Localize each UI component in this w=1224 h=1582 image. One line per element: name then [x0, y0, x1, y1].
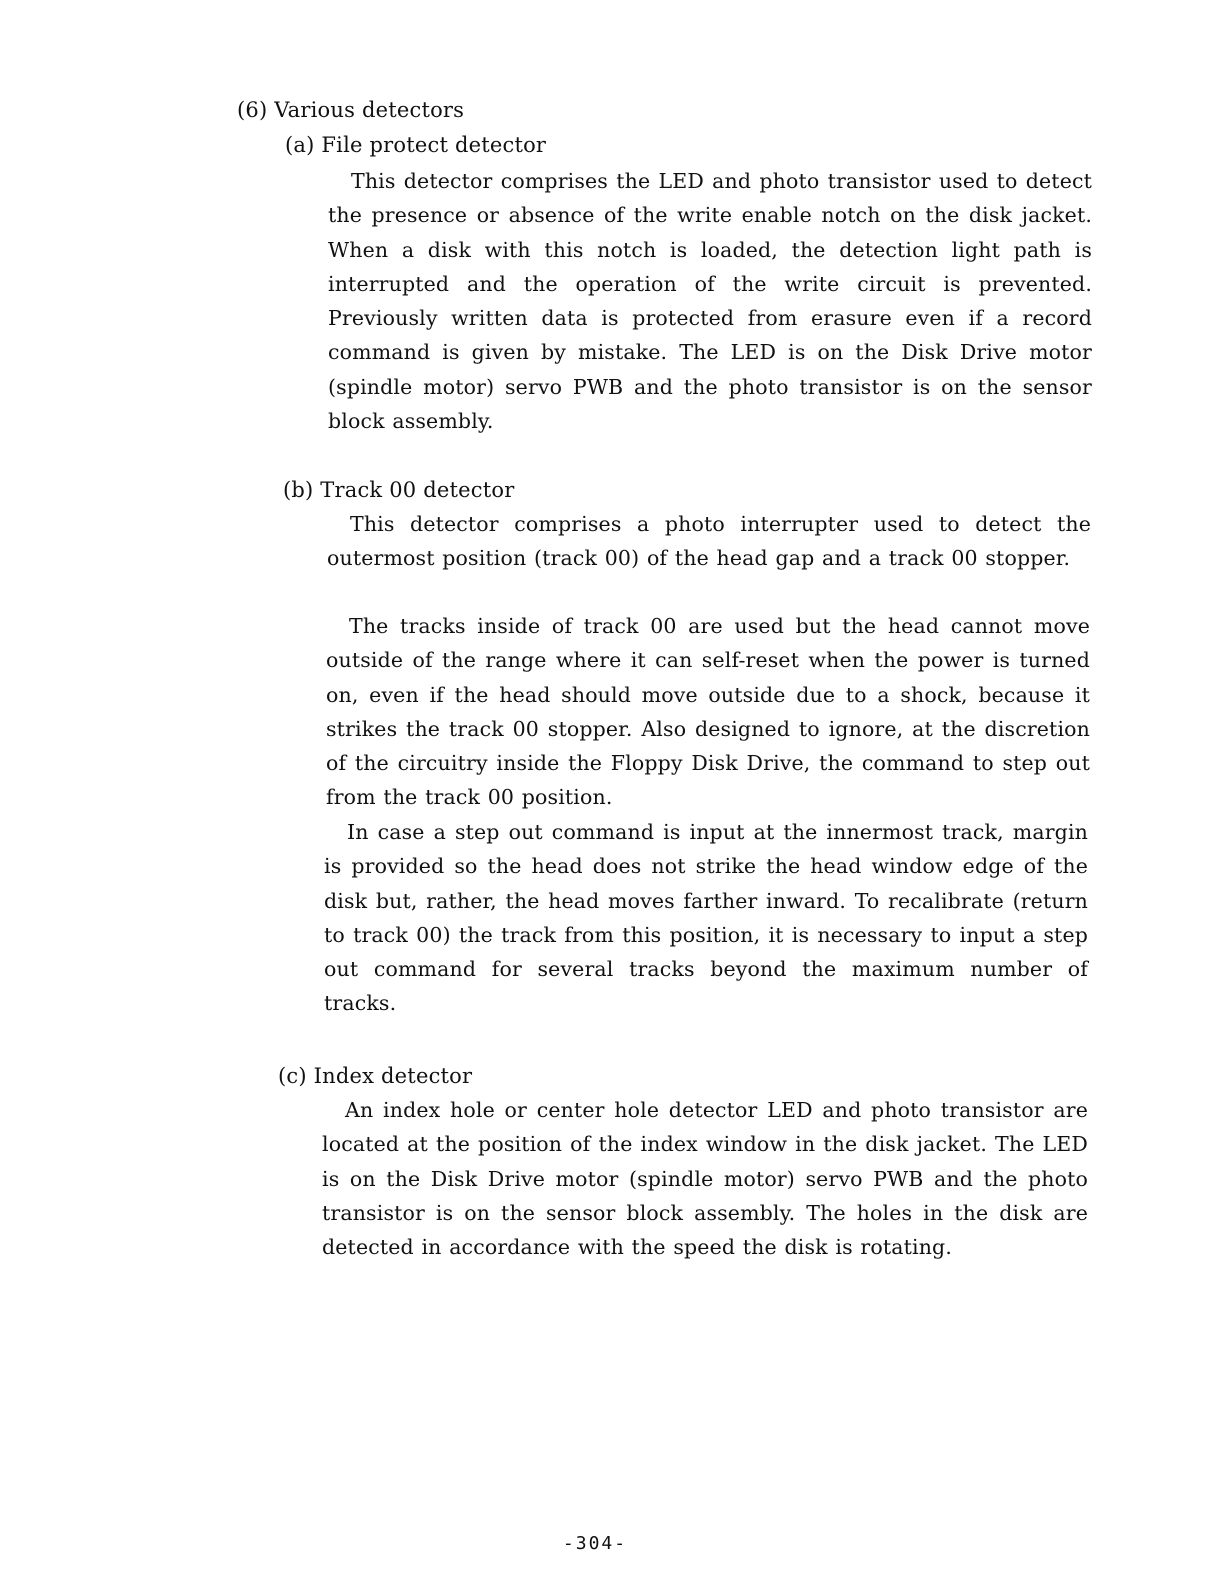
subsection-title-file-protect: (a) File protect detector — [285, 133, 547, 157]
paragraph-track-00-step-out: In case a step out command is input at the innermost track, margin is provided so the head does not strike the head window edge of the disk but, rather, the head moves farther inward. To recalibrate (return to track 00) the track from this position, it is necessary to input a step out command for several tracks beyond the maximum number of tracks. — [324, 820, 1088, 1016]
paragraph-index: An index hole or center hole detector LED and photo transistor are located at the position of the index window in the disk jacket. The LED is on the Disk Drive motor (spindle motor) servo PWB and the photo transistor is on the sensor block assembly. The holes in the disk are detected in accordance with the speed the disk is rotating. — [322, 1098, 1088, 1260]
section-title: (6) Various detectors — [237, 98, 465, 122]
paragraph-track-00-intro: This detector comprises a photo interrupter used to detect the outermost position (track 00) of the head gap and a track 00 stopper. — [327, 512, 1091, 571]
paragraph-file-protect: This detector comprises the LED and photo transistor used to detect the presence or absence of the write enable notch on the disk jacket. When a disk with this notch is loaded, the detection light path is interrupted and the operation of the write circuit is prevented. Previously written data is protected from erasure even if a record command is given by mistake. The LED is on the Disk Drive motor (spindle motor) servo PWB and the photo transistor is on the sensor block assembly. — [328, 169, 1092, 434]
subsection-title-track-00: (b) Track 00 detector — [283, 478, 515, 502]
paragraph-track-00-stopper: The tracks inside of track 00 are used but the head cannot move outside of the range where it can self-reset when the power is turned on, even if the head should move outside due to a shock, because it strikes the track 00 stopper. Also designed to ignore, at the discretion of the circuitry inside the Floppy Disk Drive, the command to step out from the track 00 position. — [326, 614, 1090, 810]
page-number: -304- — [562, 1533, 628, 1554]
subsection-title-index: (c) Index detector — [278, 1064, 473, 1088]
